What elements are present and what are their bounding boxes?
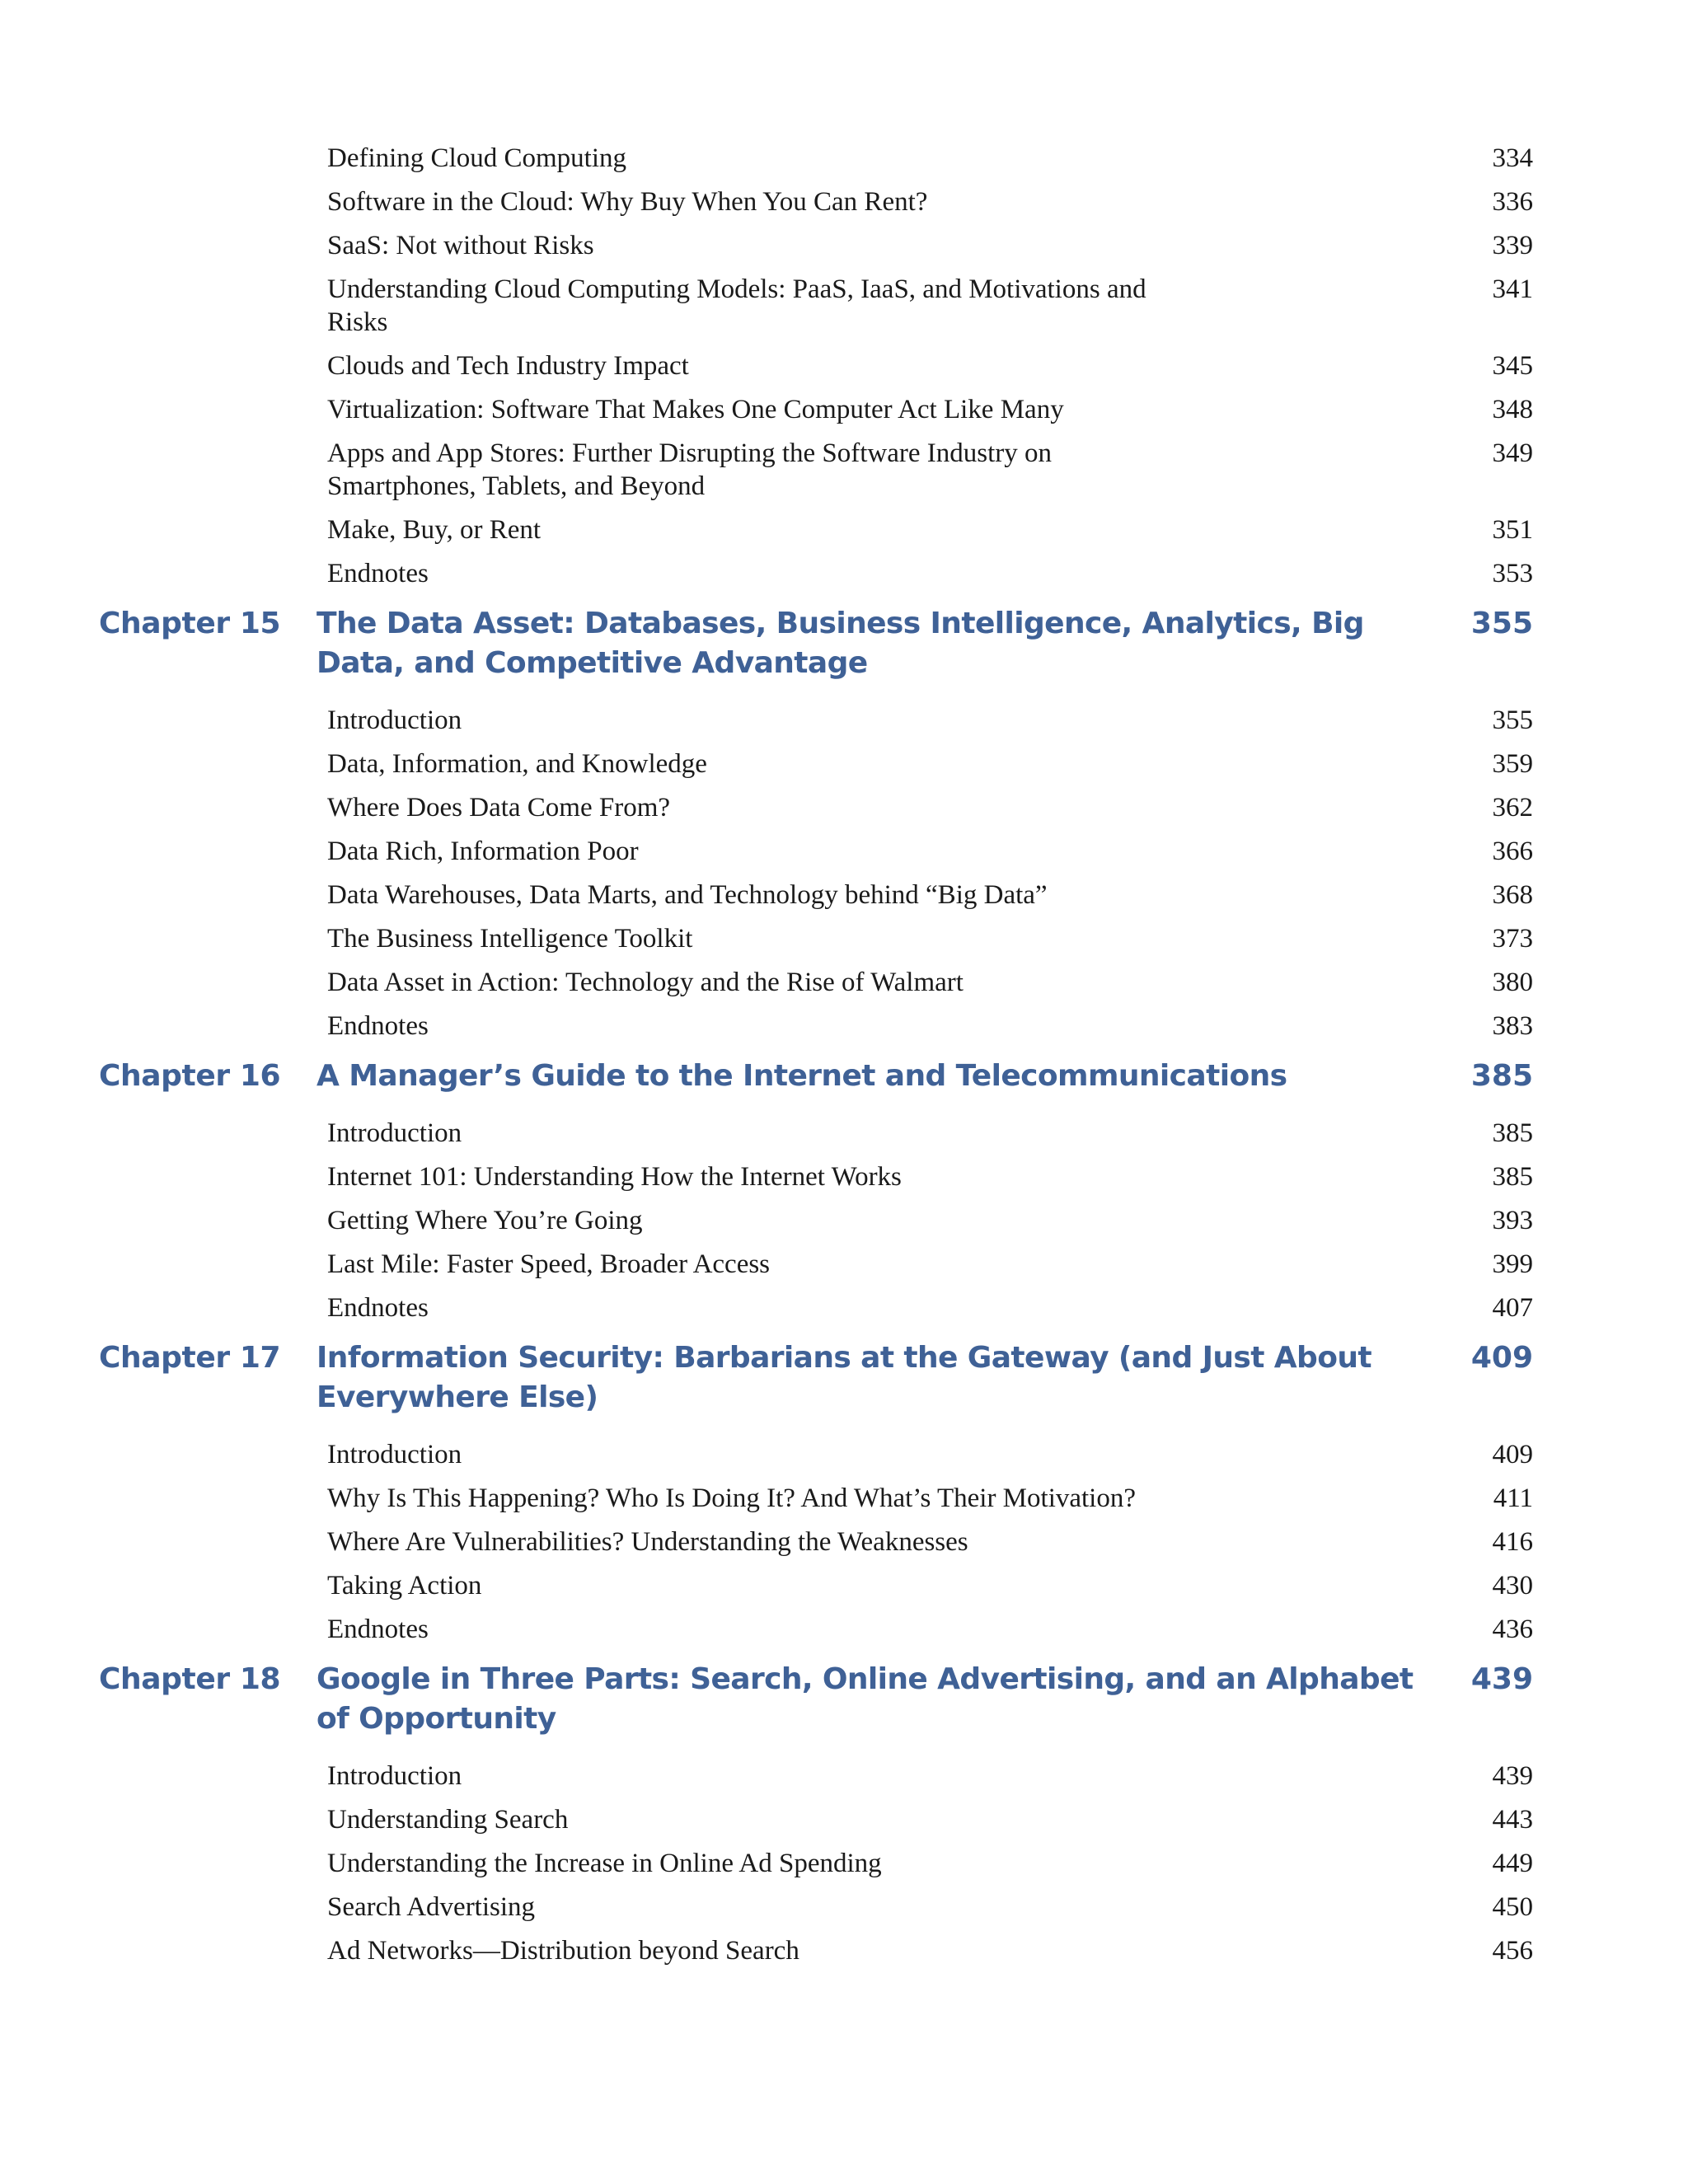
toc-entry-page-number: 336 [1492, 187, 1533, 217]
toc-entry[interactable] [0, 1117, 1688, 1150]
chapter-label: Chapter 16 [99, 1059, 281, 1093]
toc-entry[interactable] [0, 1847, 1688, 1880]
toc-entry-page-number: 339 [1492, 231, 1533, 260]
toc-entry-page-number: 359 [1492, 749, 1533, 779]
toc-entry[interactable] [0, 185, 1688, 218]
chapter-page-number: 355 [1470, 607, 1533, 640]
toc-entry-page-number: 449 [1492, 1849, 1533, 1878]
toc-entry-title: Data Asset in Action: Technology and the Rise of Walmart [327, 968, 964, 997]
toc-entry-page-number: 383 [1492, 1011, 1533, 1041]
toc-entry[interactable] [0, 1569, 1688, 1602]
toc-entry-page-number: 351 [1492, 515, 1533, 545]
toc-entry[interactable] [0, 1803, 1688, 1836]
toc-entry-page-number: 373 [1492, 924, 1533, 954]
chapter-title: A Manager’s Guide to the Internet and Telecommunications [316, 1059, 1287, 1093]
toc-entry-page-number: 399 [1492, 1249, 1533, 1279]
toc-entry-page-number: 355 [1492, 705, 1533, 735]
toc-entry-page-number: 443 [1492, 1805, 1533, 1835]
toc-entry-page-number: 409 [1492, 1440, 1533, 1469]
chapter-heading[interactable] [0, 1660, 1688, 1739]
toc-entry[interactable] [0, 1291, 1688, 1324]
toc-entry-title: Software in the Cloud: Why Buy When You Can Rent? [327, 187, 928, 217]
toc-entry-title: SaaS: Not without Risks [327, 231, 594, 260]
chapter-label: Chapter 15 [99, 607, 281, 640]
toc-entry-title: Taking Action [327, 1571, 482, 1601]
toc-entry-title: Defining Cloud Computing [327, 143, 626, 173]
toc-entry-page-number: 456 [1492, 1936, 1533, 1966]
toc-entry[interactable] [0, 437, 1688, 503]
toc-entry[interactable] [0, 1760, 1688, 1793]
toc-entry[interactable] [0, 142, 1688, 175]
toc-entry-title: Understanding the Increase in Online Ad Spending [327, 1849, 882, 1878]
toc-entry-title: Data, Information, and Knowledge [327, 749, 707, 779]
toc-entry-title: Understanding Search [327, 1805, 569, 1835]
toc-entry-page-number: 341 [1492, 274, 1533, 304]
toc-entry-page-number: 439 [1492, 1761, 1533, 1791]
toc-entry-title: Getting Where You’re Going [327, 1206, 643, 1235]
toc-entry[interactable] [0, 704, 1688, 737]
chapter-title: Information Security: Barbarians at the Gateway (and Just About Everywhere Else) [316, 1341, 1372, 1414]
toc-entry-title: Ad Networks—Distribution beyond Search [327, 1936, 799, 1966]
toc-entry[interactable] [0, 835, 1688, 868]
toc-entry[interactable] [0, 879, 1688, 912]
toc-entry-page-number: 348 [1492, 395, 1533, 424]
toc-entry-title: Endnotes [327, 1011, 429, 1041]
toc-entry-title: Endnotes [327, 559, 429, 588]
toc-entry[interactable] [0, 273, 1688, 339]
table-of-contents [0, 142, 1688, 1978]
toc-entry-page-number: 450 [1492, 1892, 1533, 1922]
toc-entry-page-number: 407 [1492, 1293, 1533, 1323]
toc-entry-title: The Business Intelligence Toolkit [327, 924, 693, 954]
toc-entry-page-number: 362 [1492, 793, 1533, 823]
toc-entry-title: Why Is This Happening? Who Is Doing It? And What’s Their Motivation? [327, 1483, 1136, 1513]
chapter-page-number: 385 [1470, 1059, 1533, 1093]
toc-entry-title: Clouds and Tech Industry Impact [327, 351, 689, 381]
toc-entry-title: Where Are Vulnerabilities? Understanding the Weaknesses [327, 1527, 968, 1557]
chapter-heading[interactable] [0, 1338, 1688, 1418]
toc-entry[interactable] [0, 748, 1688, 780]
toc-entry-page-number: 353 [1492, 559, 1533, 588]
toc-entry-title: Search Advertising [327, 1892, 536, 1922]
toc-entry[interactable] [0, 1526, 1688, 1558]
toc-entry-title: Introduction [327, 1118, 462, 1148]
toc-entry[interactable] [0, 1438, 1688, 1471]
toc-entry[interactable] [0, 1891, 1688, 1924]
toc-entry-title: Where Does Data Come From? [327, 793, 671, 823]
toc-entry-page-number: 411 [1493, 1483, 1533, 1513]
toc-entry-title: Virtualization: Software That Makes One Computer Act Like Many [327, 395, 1064, 424]
toc-entry-page-number: 366 [1492, 837, 1533, 866]
toc-entry-page-number: 334 [1492, 143, 1533, 173]
toc-entry-title: Last Mile: Faster Speed, Broader Access [327, 1249, 771, 1279]
toc-entry[interactable] [0, 966, 1688, 999]
toc-entry-title: Introduction [327, 705, 462, 735]
toc-entry-page-number: 416 [1492, 1527, 1533, 1557]
toc-entry[interactable] [0, 922, 1688, 955]
toc-entry-title: Introduction [327, 1761, 462, 1791]
chapter-label: Chapter 18 [99, 1662, 281, 1696]
toc-entry[interactable] [0, 1934, 1688, 1967]
toc-entry[interactable] [0, 1010, 1688, 1043]
toc-entry[interactable] [0, 1482, 1688, 1515]
toc-entry-title: Internet 101: Understanding How the Internet Works [327, 1162, 902, 1192]
chapter-page-number: 409 [1470, 1341, 1533, 1375]
toc-entry-title: Make, Buy, or Rent [327, 515, 542, 545]
chapter-title: Google in Three Parts: Search, Online Advertising, and an Alphabet of Opportunity [316, 1662, 1414, 1736]
toc-entry-page-number: 368 [1492, 880, 1533, 910]
toc-entry-page-number: 385 [1492, 1118, 1533, 1148]
chapter-page-number: 439 [1470, 1662, 1533, 1696]
toc-entry[interactable] [0, 349, 1688, 382]
chapter-label: Chapter 17 [99, 1341, 281, 1375]
toc-entry-title: Data Warehouses, Data Marts, and Technology behind “Big Data” [327, 880, 1048, 910]
toc-entry-page-number: 393 [1492, 1206, 1533, 1235]
toc-entry-page-number: 385 [1492, 1162, 1533, 1192]
toc-entry-title: Endnotes [327, 1615, 429, 1644]
toc-entry[interactable] [0, 1160, 1688, 1193]
toc-entry-title: Understanding Cloud Computing Models: PaaS, IaaS, and Motivations and Risks [327, 274, 1146, 337]
toc-entry-title: Data Rich, Information Poor [327, 837, 639, 866]
toc-entry[interactable] [0, 557, 1688, 590]
toc-entry[interactable] [0, 1204, 1688, 1237]
toc-entry[interactable] [0, 791, 1688, 824]
toc-entry-page-number: 380 [1492, 968, 1533, 997]
chapter-heading[interactable] [0, 604, 1688, 683]
toc-entry[interactable] [0, 393, 1688, 426]
toc-entry[interactable] [0, 513, 1688, 546]
chapter-title: The Data Asset: Databases, Business Intelligence, Analytics, Big Data, and Competitive Advantage [316, 607, 1364, 680]
toc-entry[interactable] [0, 1248, 1688, 1281]
toc-entry-page-number: 436 [1492, 1615, 1533, 1644]
chapter-heading[interactable] [0, 1057, 1688, 1096]
toc-entry-title: Apps and App Stores: Further Disrupting the Software Industry on Smartphones, Tablets, and Beyond [327, 438, 1052, 501]
toc-entry-title: Introduction [327, 1440, 462, 1469]
toc-entry-page-number: 349 [1492, 438, 1533, 468]
toc-entry[interactable] [0, 1613, 1688, 1646]
toc-entry-page-number: 345 [1492, 351, 1533, 381]
toc-entry-title: Endnotes [327, 1293, 429, 1323]
toc-entry[interactable] [0, 229, 1688, 262]
toc-entry-page-number: 430 [1492, 1571, 1533, 1601]
